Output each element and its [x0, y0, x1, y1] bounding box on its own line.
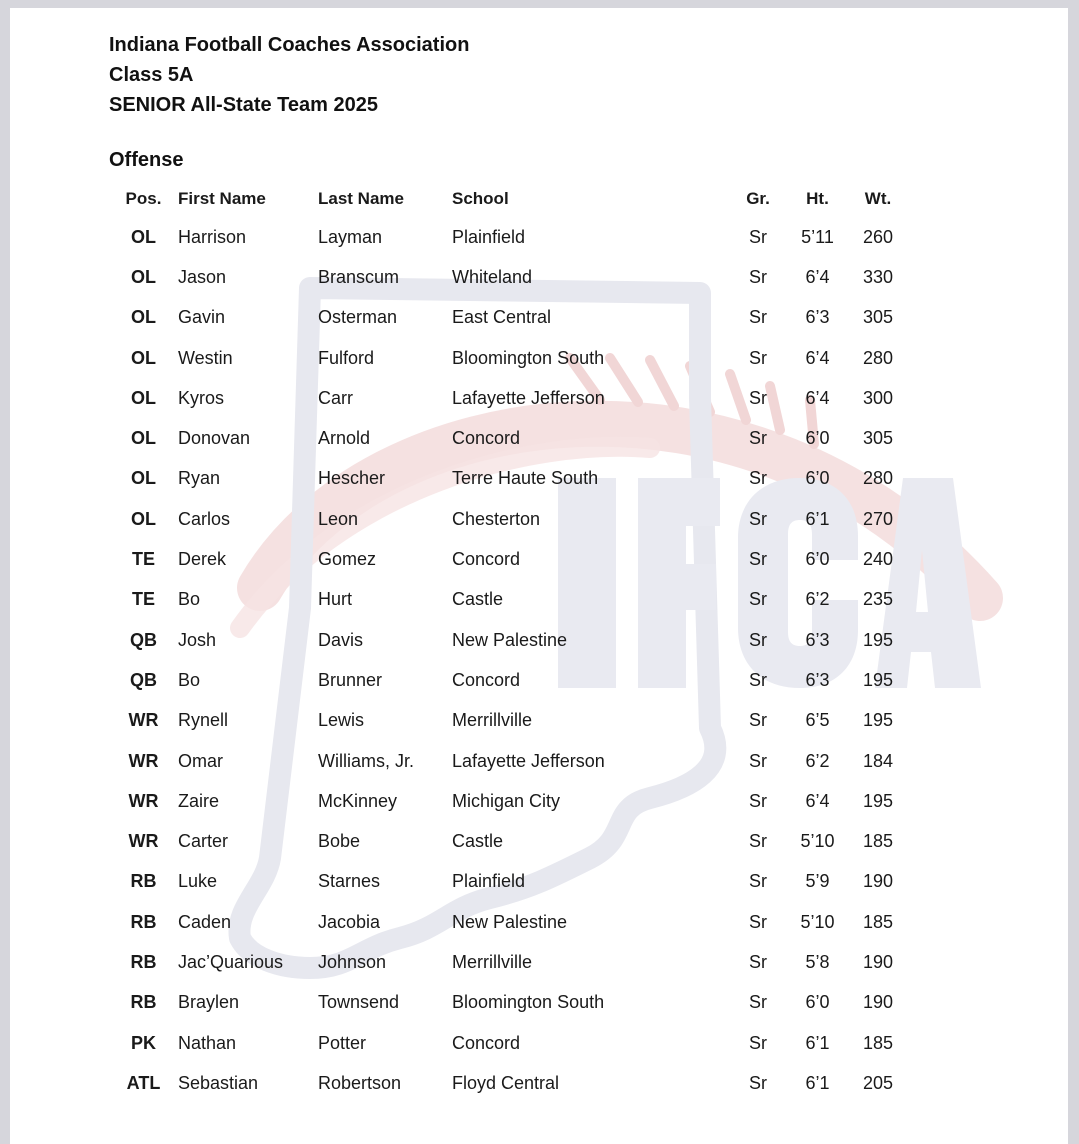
class-title: Class 5A: [109, 64, 194, 86]
cell-pos: OL: [131, 428, 156, 449]
cell-weight: 185: [862, 1032, 894, 1053]
col-header-pos: Pos.: [125, 189, 162, 208]
cell-school: Plainfield: [452, 871, 526, 892]
cell-height: 5’10: [800, 911, 835, 932]
table-row: [109, 378, 898, 418]
cell-first-name: Kyros: [178, 387, 225, 408]
cell-first-name: Derek: [178, 549, 227, 570]
cell-grade: Sr: [749, 911, 767, 932]
cell-first-name: Harrison: [178, 226, 247, 247]
cell-weight: 195: [862, 710, 894, 731]
cell-first-name: Bo: [178, 589, 201, 610]
cell-grade: Sr: [749, 226, 767, 247]
cell-weight: 235: [862, 589, 894, 610]
roster-body: [109, 217, 898, 1104]
cell-last-name: Johnson: [318, 951, 387, 972]
cell-height: 6’4: [805, 790, 830, 811]
cell-last-name: Osterman: [318, 307, 398, 328]
cell-grade: Sr: [749, 629, 767, 650]
cell-last-name: Layman: [318, 226, 383, 247]
table-row: [109, 1063, 898, 1103]
cell-grade: Sr: [749, 266, 767, 287]
cell-height: 6’0: [805, 428, 830, 449]
cell-height: 6’4: [805, 347, 830, 368]
cell-last-name: Robertson: [318, 1072, 402, 1093]
cell-school: Castle: [452, 589, 504, 610]
cell-last-name: Carr: [318, 387, 353, 408]
cell-grade: Sr: [749, 428, 767, 449]
table-row: [109, 1023, 898, 1063]
table-row: [109, 257, 898, 297]
cell-height: 6’4: [805, 266, 830, 287]
cell-pos: OL: [131, 347, 156, 368]
cell-grade: Sr: [749, 669, 767, 690]
cell-grade: Sr: [749, 951, 767, 972]
roster-table: [109, 181, 898, 1104]
cell-last-name: Lewis: [318, 710, 365, 731]
col-header-first-name: First Name: [178, 189, 266, 208]
document-header: [109, 30, 469, 120]
cell-first-name: Rynell: [178, 710, 229, 731]
cell-height: 5’8: [805, 951, 830, 972]
team-title: SENIOR All-State Team 2025: [109, 94, 378, 116]
cell-first-name: Luke: [178, 871, 218, 892]
cell-height: 6’0: [805, 992, 830, 1013]
table-row: [109, 418, 898, 458]
table-row: [109, 620, 898, 660]
cell-pos: OL: [131, 387, 156, 408]
cell-pos: WR: [128, 831, 159, 852]
cell-pos: OL: [131, 508, 156, 529]
cell-weight: 185: [862, 911, 894, 932]
cell-weight: 205: [862, 1072, 894, 1093]
cell-height: 5’11: [801, 226, 834, 247]
cell-pos: TE: [131, 549, 155, 570]
cell-grade: Sr: [749, 347, 767, 368]
col-header-weight: Wt.: [864, 189, 892, 208]
cell-last-name: Arnold: [318, 428, 371, 449]
cell-school: Floyd Central: [452, 1072, 560, 1093]
table-row: [109, 338, 898, 378]
cell-weight: 330: [862, 266, 894, 287]
cell-last-name: Hurt: [318, 589, 353, 610]
cell-weight: 190: [862, 992, 894, 1013]
cell-grade: Sr: [749, 790, 767, 811]
cell-weight: 195: [862, 669, 894, 690]
col-header-grade: Gr.: [746, 189, 770, 208]
cell-pos: WR: [128, 750, 159, 771]
table-row: [109, 660, 898, 700]
cell-height: 6’0: [805, 549, 830, 570]
cell-school: Concord: [452, 428, 521, 449]
col-header-school: School: [452, 189, 509, 208]
cell-height: 6’3: [805, 669, 830, 690]
cell-school: Whiteland: [452, 266, 533, 287]
cell-weight: 280: [862, 468, 894, 489]
table-row: [109, 902, 898, 942]
cell-school: Plainfield: [452, 226, 526, 247]
table-row: [109, 821, 898, 861]
cell-last-name: Williams, Jr.: [318, 750, 414, 771]
cell-grade: Sr: [749, 710, 767, 731]
table-row: [109, 741, 898, 781]
cell-first-name: Gavin: [178, 307, 226, 328]
cell-pos: QB: [130, 669, 157, 690]
cell-grade: Sr: [749, 871, 767, 892]
table-row: [109, 217, 898, 257]
document-page: [10, 8, 1068, 1144]
cell-first-name: Zaire: [178, 790, 220, 811]
cell-school: Terre Haute South: [452, 468, 599, 489]
cell-height: 5’10: [800, 831, 835, 852]
cell-height: 6’3: [805, 307, 830, 328]
cell-pos: WR: [128, 710, 159, 731]
cell-grade: Sr: [749, 1032, 767, 1053]
cell-pos: RB: [130, 911, 157, 932]
cell-weight: 280: [862, 347, 894, 368]
cell-last-name: Gomez: [318, 549, 377, 570]
col-header-last-name: Last Name: [318, 189, 404, 208]
cell-grade: Sr: [749, 1072, 767, 1093]
cell-height: 6’1: [805, 1032, 830, 1053]
cell-pos: ATL: [126, 1072, 161, 1093]
cell-pos: RB: [130, 951, 157, 972]
association-title: Indiana Football Coaches Association: [109, 34, 470, 56]
cell-last-name: Branscum: [318, 266, 400, 287]
cell-first-name: Braylen: [178, 992, 240, 1013]
cell-first-name: Jac’Quarious: [178, 951, 284, 972]
cell-height: 6’5: [805, 710, 830, 731]
table-row: [109, 701, 898, 741]
cell-last-name: Starnes: [318, 871, 381, 892]
table-row: [109, 942, 898, 982]
cell-weight: 305: [862, 428, 894, 449]
cell-pos: RB: [130, 992, 157, 1013]
cell-pos: QB: [130, 629, 157, 650]
cell-height: 6’1: [805, 508, 830, 529]
cell-first-name: Omar: [178, 750, 223, 771]
cell-first-name: Jason: [178, 266, 227, 287]
cell-grade: Sr: [749, 750, 767, 771]
cell-last-name: Leon: [318, 508, 359, 529]
table-header-row: [109, 181, 898, 217]
table-row: [109, 862, 898, 902]
cell-last-name: Davis: [318, 629, 364, 650]
cell-grade: Sr: [749, 508, 767, 529]
cell-school: Concord: [452, 669, 521, 690]
cell-height: 5’9: [805, 871, 830, 892]
table-row: [109, 459, 898, 499]
table-row: [109, 580, 898, 620]
cell-pos: TE: [131, 589, 155, 610]
cell-height: 6’2: [805, 589, 830, 610]
cell-pos: PK: [130, 1032, 156, 1053]
cell-height: 6’1: [805, 1072, 830, 1093]
cell-weight: 190: [862, 871, 894, 892]
cell-school: Lafayette Jefferson: [452, 750, 605, 771]
cell-height: 6’0: [805, 468, 830, 489]
cell-last-name: Townsend: [318, 992, 400, 1013]
cell-last-name: Bobe: [318, 831, 361, 852]
cell-grade: Sr: [749, 387, 767, 408]
cell-height: 6’2: [805, 750, 830, 771]
cell-weight: 195: [862, 629, 894, 650]
cell-pos: OL: [131, 468, 156, 489]
cell-weight: 300: [862, 387, 894, 408]
cell-first-name: Westin: [178, 347, 233, 368]
cell-first-name: Josh: [178, 629, 217, 650]
cell-weight: 190: [862, 951, 894, 972]
cell-last-name: Jacobia: [318, 911, 381, 932]
cell-school: New Palestine: [452, 911, 568, 932]
cell-first-name: Ryan: [178, 468, 221, 489]
cell-first-name: Donovan: [178, 428, 251, 449]
cell-weight: 305: [862, 307, 894, 328]
cell-school: New Palestine: [452, 629, 568, 650]
cell-grade: Sr: [749, 307, 767, 328]
cell-first-name: Caden: [178, 911, 232, 932]
cell-school: Bloomington South: [452, 347, 605, 368]
cell-school: Concord: [452, 1032, 521, 1053]
cell-school: Merrillville: [452, 951, 532, 972]
cell-school: Bloomington South: [452, 992, 605, 1013]
cell-weight: 270: [862, 508, 894, 529]
cell-first-name: Carlos: [178, 508, 231, 529]
cell-last-name: McKinney: [318, 790, 398, 811]
cell-last-name: Brunner: [318, 669, 383, 690]
cell-first-name: Nathan: [178, 1032, 237, 1053]
cell-height: 6’4: [805, 387, 830, 408]
cell-grade: Sr: [749, 831, 767, 852]
section-title-offense: Offense: [109, 149, 184, 171]
table-row: [109, 499, 898, 539]
cell-school: Lafayette Jefferson: [452, 387, 605, 408]
cell-school: East Central: [452, 307, 552, 328]
cell-pos: OL: [131, 266, 156, 287]
cell-weight: 184: [862, 750, 894, 771]
cell-school: Michigan City: [452, 790, 561, 811]
cell-weight: 185: [862, 831, 894, 852]
cell-weight: 195: [862, 790, 894, 811]
cell-last-name: Potter: [318, 1032, 367, 1053]
cell-school: Castle: [452, 831, 504, 852]
cell-pos: OL: [131, 307, 156, 328]
cell-height: 6’3: [805, 629, 830, 650]
cell-last-name: Hescher: [318, 468, 386, 489]
table-row: [109, 983, 898, 1023]
cell-grade: Sr: [749, 468, 767, 489]
table-row: [109, 539, 898, 579]
table-row: [109, 298, 898, 338]
cell-pos: WR: [128, 790, 159, 811]
cell-weight: 260: [862, 226, 894, 247]
cell-school: Concord: [452, 549, 521, 570]
cell-grade: Sr: [749, 589, 767, 610]
col-header-height: Ht.: [806, 189, 829, 208]
cell-grade: Sr: [749, 549, 767, 570]
cell-pos: OL: [131, 226, 156, 247]
cell-school: Merrillville: [452, 710, 532, 731]
cell-first-name: Sebastian: [178, 1072, 259, 1093]
cell-pos: RB: [130, 871, 157, 892]
cell-last-name: Fulford: [318, 347, 375, 368]
cell-weight: 240: [862, 549, 894, 570]
cell-school: Chesterton: [452, 508, 541, 529]
cell-first-name: Carter: [178, 831, 229, 852]
table-row: [109, 781, 898, 821]
cell-first-name: Bo: [178, 669, 201, 690]
cell-grade: Sr: [749, 992, 767, 1013]
